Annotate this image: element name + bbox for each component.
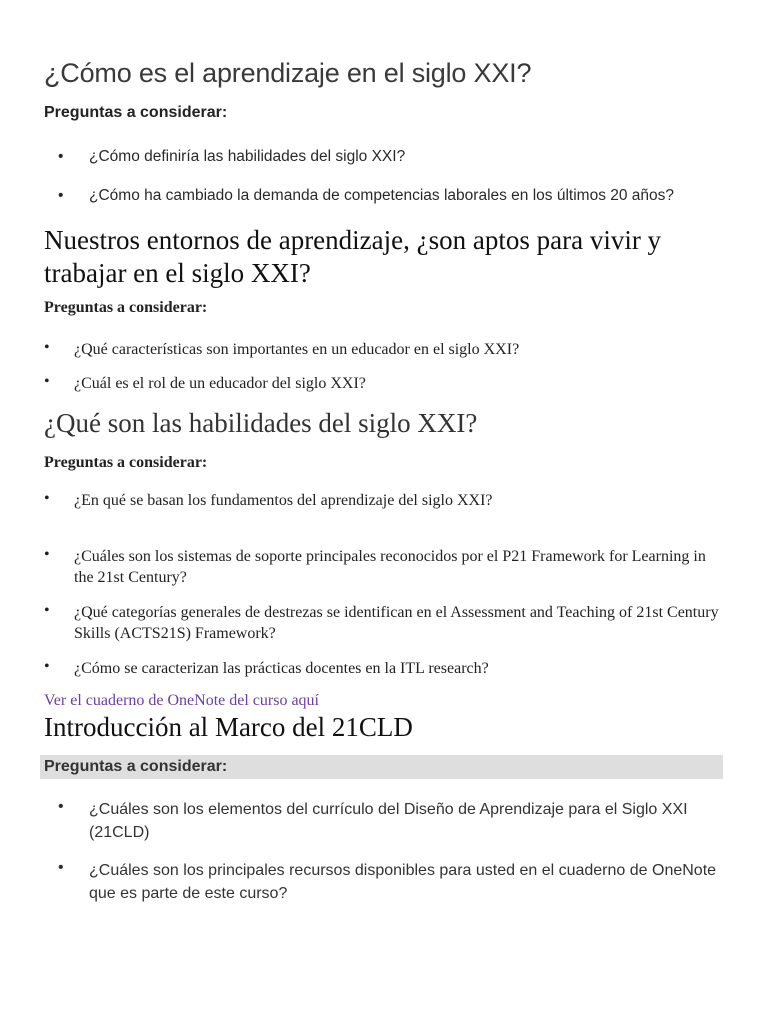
questions-label: Preguntas a considerar: <box>44 758 228 775</box>
list-item-text: ¿En qué se basan los fundamentos del aprendizaje del siglo XXI? <box>74 492 493 509</box>
bullet-icon: • <box>58 148 64 165</box>
list-item-text: ¿Cuáles son los principales recursos disponibles para usted en el cuaderno de OneNote que es parte de este curso? <box>89 862 717 902</box>
questions-label: Preguntas a considerar: <box>44 104 228 121</box>
bullet-icon: • <box>44 490 50 507</box>
list-item-text: ¿Cómo ha cambiado la demanda de competencias laborales en los últimos 20 años? <box>89 187 675 204</box>
bullet-icon: • <box>58 798 64 815</box>
bullet-icon: • <box>44 339 50 356</box>
questions-label: Preguntas a considerar: <box>44 299 208 316</box>
bullet-icon: • <box>44 602 50 619</box>
bullet-icon: • <box>58 187 64 204</box>
bullet-icon: • <box>58 859 64 876</box>
list-item-text: ¿Qué características son importantes en un educador en el siglo XXI? <box>74 341 520 358</box>
section-heading-entornos-aprendizaje: Nuestros entornos de aprendizaje, ¿son aptos para vivir y trabajar en el siglo XXI? <box>44 225 662 288</box>
list-item-text: ¿Cómo se caracterizan las prácticas docentes en la ITL research? <box>74 660 489 677</box>
bullet-icon: • <box>44 658 50 675</box>
list-item-text: ¿Cuál es el rol de un educador del siglo XXI? <box>74 375 366 392</box>
list-item-text: ¿Cómo definiría las habilidades del siglo XXI? <box>89 148 406 165</box>
bullet-icon: • <box>44 373 50 390</box>
section-heading-habilidades-siglo-xxi: ¿Qué son las habilidades del siglo XXI? <box>44 408 478 438</box>
section-heading-aprendizaje-siglo-xxi: ¿Cómo es el aprendizaje en el siglo XXI? <box>44 58 532 88</box>
list-item-text: ¿Qué categorías generales de destrezas se identifican en el Assessment and Teaching of 21st Century Skills (ACTS21S) Framework? <box>74 604 719 642</box>
bullet-icon: • <box>44 546 50 563</box>
onenote-notebook-link[interactable]: Ver el cuaderno de OneNote del curso aquí <box>44 692 319 709</box>
section-heading-marco-21cld: Introducción al Marco del 21CLD <box>44 712 413 742</box>
list-item-text: ¿Cuáles son los elementos del currículo del Diseño de Aprendizaje para el Siglo XXI (21CLD) <box>89 801 688 841</box>
questions-label: Preguntas a considerar: <box>44 454 208 471</box>
list-item-text: ¿Cuáles son los sistemas de soporte principales reconocidos por el P21 Framework for Learning in the 21st Century? <box>74 548 706 586</box>
